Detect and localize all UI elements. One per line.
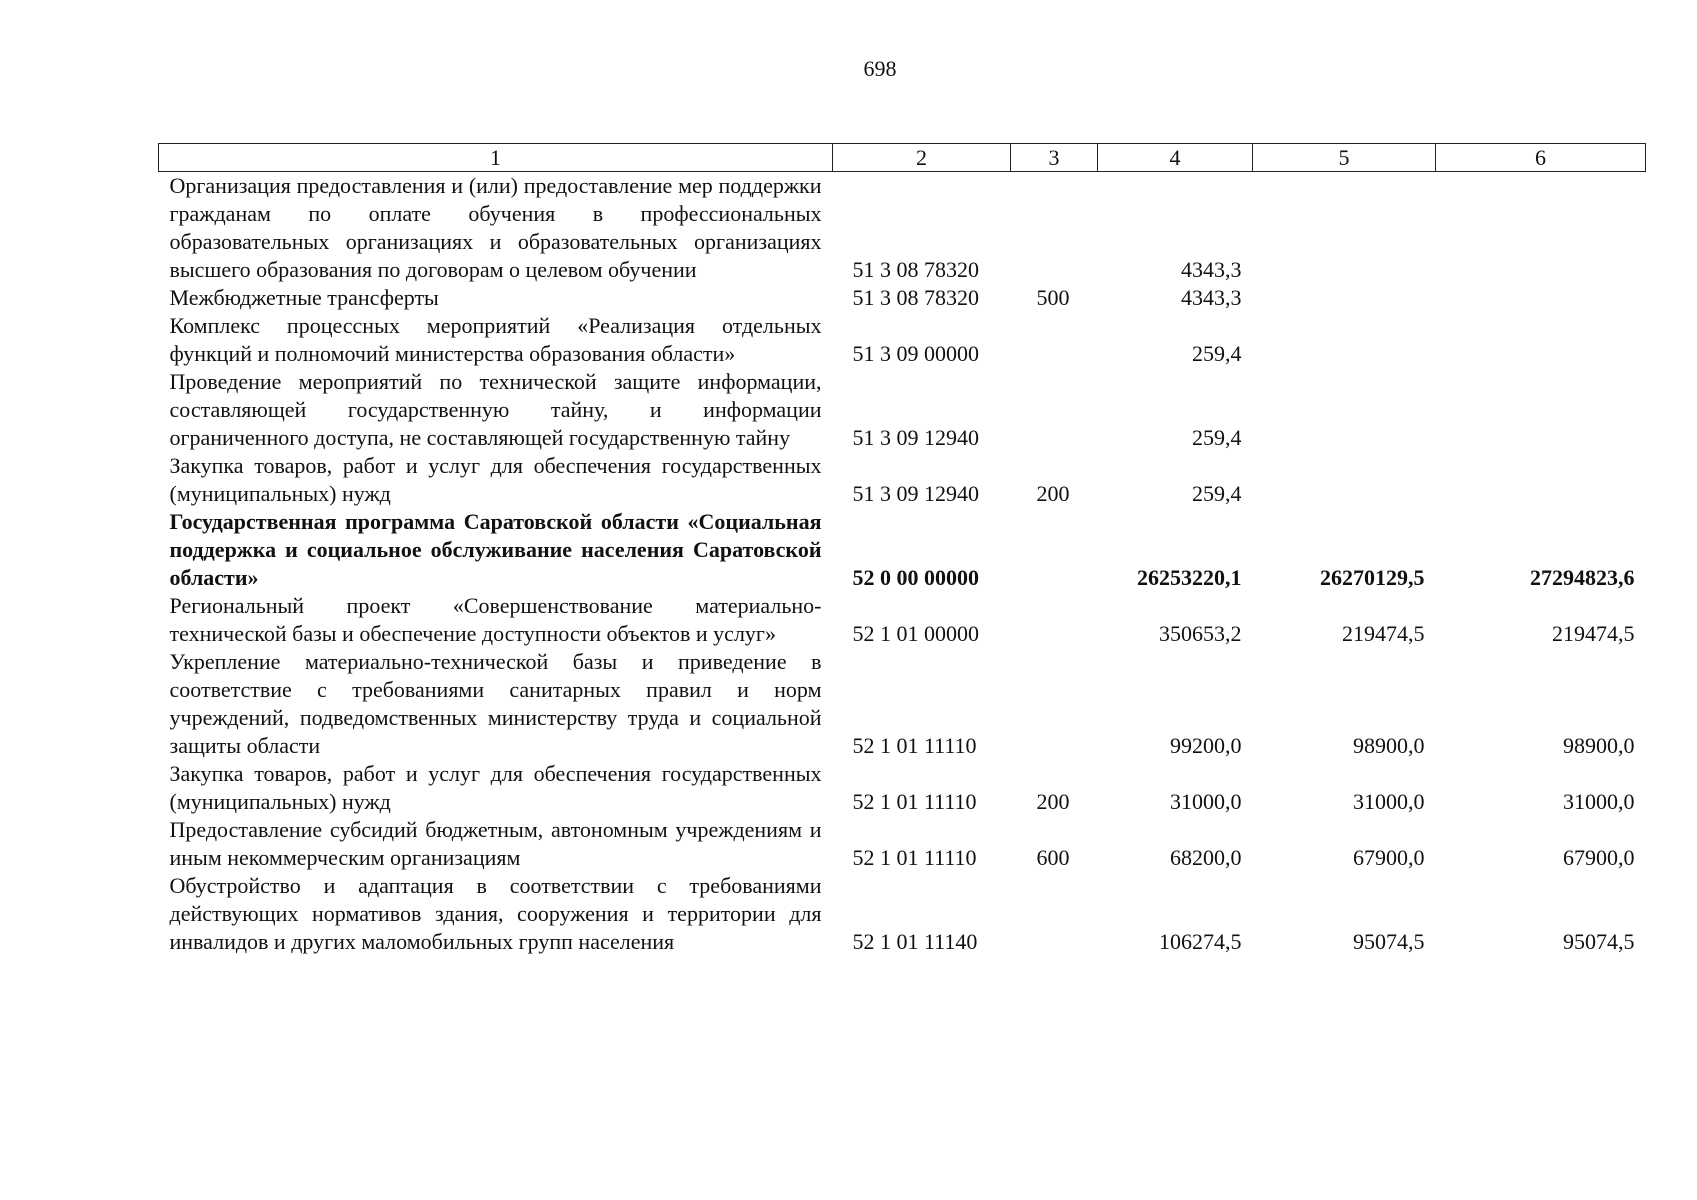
row-name: Комплекс процессных мероприятий «Реализация отдельных функций и полномочий министерства образования области» xyxy=(169,313,822,366)
budget-table xyxy=(158,143,1646,956)
row-value-col-6: 67900,0 xyxy=(1563,845,1635,870)
row-value-col-5: 31000,0 xyxy=(1353,789,1425,814)
row-value-col-5: 219474,5 xyxy=(1342,621,1425,646)
table-row xyxy=(159,760,1646,816)
header-col-6: 6 xyxy=(1436,144,1646,172)
row-value-col-6: 98900,0 xyxy=(1563,733,1635,758)
table-row xyxy=(159,172,1646,285)
row-value-col-6 xyxy=(1436,284,1646,312)
row-code: 52 1 01 11110 xyxy=(852,733,977,758)
row-name: Обустройство и адаптация в соответствии с требованиями действующих нормативов здания, сооружения и территории для инвалидов и других маломобильных групп населения xyxy=(169,873,822,954)
row-value-col-5: 95074,5 xyxy=(1353,929,1425,954)
row-code: 51 3 09 12940 xyxy=(852,425,979,450)
row-value-col-4: 350653,2 xyxy=(1159,621,1242,646)
row-name: Проведение мероприятий по технической защите информации, составляющей государственную тайну, и информации ограниченного доступа, не составляющей государственную тайну xyxy=(169,369,822,450)
row-code: 52 1 01 11110 xyxy=(852,845,977,870)
row-value-col-4: 106274,5 xyxy=(1159,929,1242,954)
row-name: Межбюджетные трансферты xyxy=(169,285,439,310)
row-code: 51 3 08 78320 xyxy=(852,257,979,282)
row-value-col-4: 259,4 xyxy=(1192,341,1242,366)
row-expense-type: 500 xyxy=(1036,285,1070,310)
table-row xyxy=(159,592,1646,648)
row-name: Укрепление материально-технической базы и приведение в соответствие с требованиями санитарных правил и норм учреждений, подведомственных министерству труда и социальной защиты области xyxy=(169,649,822,758)
row-value-col-5 xyxy=(1253,284,1436,312)
table-row xyxy=(159,648,1646,760)
table-row xyxy=(159,872,1646,956)
row-value-col-6: 31000,0 xyxy=(1563,789,1635,814)
row-expense-type: 600 xyxy=(1036,845,1070,870)
table-row xyxy=(159,284,1646,312)
row-name: Государственная программа Саратовской области «Социальная поддержка и социальное обслуживание населения Саратовской области» xyxy=(169,509,822,590)
row-code: 51 3 08 78320 xyxy=(852,285,979,310)
row-expense-type xyxy=(1011,172,1098,285)
row-value-col-6 xyxy=(1436,312,1646,368)
table-row xyxy=(159,508,1646,592)
table-row xyxy=(159,312,1646,368)
row-code: 52 1 01 11110 xyxy=(852,789,977,814)
row-value-col-6: 95074,5 xyxy=(1563,929,1635,954)
row-name: Закупка товаров, работ и услуг для обеспечения государственных (муниципальных) нужд xyxy=(169,761,822,814)
page-number: 698 xyxy=(863,56,897,81)
row-code: 52 1 01 00000 xyxy=(852,621,979,646)
row-name: Предоставление субсидий бюджетным, автономным учреждениям и иным некоммерческим организациям xyxy=(169,817,822,870)
row-value-col-5 xyxy=(1253,368,1436,452)
header-col-1: 1 xyxy=(159,144,833,172)
row-name: Закупка товаров, работ и услуг для обеспечения государственных (муниципальных) нужд xyxy=(169,453,822,506)
row-expense-type: 200 xyxy=(1036,789,1070,814)
header-col-2: 2 xyxy=(833,144,1011,172)
row-expense-type: 200 xyxy=(1036,481,1070,506)
row-code: 51 3 09 12940 xyxy=(852,481,979,506)
table-body xyxy=(159,172,1646,957)
row-value-col-5 xyxy=(1253,452,1436,508)
row-value-col-6 xyxy=(1436,368,1646,452)
row-expense-type xyxy=(1011,508,1098,592)
header-col-5: 5 xyxy=(1253,144,1436,172)
row-value-col-4: 4343,3 xyxy=(1181,257,1242,282)
row-expense-type xyxy=(1011,648,1098,760)
table-row xyxy=(159,816,1646,872)
row-code: 51 3 09 00000 xyxy=(852,341,979,366)
row-value-col-4: 68200,0 xyxy=(1170,845,1242,870)
row-expense-type xyxy=(1011,872,1098,956)
row-value-col-5 xyxy=(1253,172,1436,285)
header-col-4: 4 xyxy=(1098,144,1253,172)
row-expense-type xyxy=(1011,312,1098,368)
row-code: 52 1 01 11140 xyxy=(852,929,978,954)
row-value-col-5: 26270129,5 xyxy=(1320,565,1425,590)
row-value-col-6: 219474,5 xyxy=(1552,621,1635,646)
row-value-col-5: 98900,0 xyxy=(1353,733,1425,758)
table-row xyxy=(159,368,1646,452)
row-value-col-5: 67900,0 xyxy=(1353,845,1425,870)
row-value-col-4: 259,4 xyxy=(1192,481,1242,506)
row-value-col-4: 99200,0 xyxy=(1170,733,1242,758)
row-value-col-6: 27294823,6 xyxy=(1530,565,1635,590)
table-header-row xyxy=(159,144,1646,172)
row-expense-type xyxy=(1011,368,1098,452)
row-name: Региональный проект «Совершенствование материально-технической базы и обеспечение доступности объектов и услуг» xyxy=(169,593,822,646)
row-value-col-6 xyxy=(1436,172,1646,285)
row-name: Организация предоставления и (или) предоставление мер поддержки гражданам по оплате обучения в профессиональных образовательных организациях и образовательных организациях высшего образования по договорам о целевом обучении xyxy=(169,173,822,282)
budget-table-container xyxy=(158,143,1645,956)
row-code: 52 0 00 00000 xyxy=(852,565,979,590)
row-value-col-4: 4343,3 xyxy=(1181,285,1242,310)
header-col-3: 3 xyxy=(1011,144,1098,172)
row-value-col-4: 259,4 xyxy=(1192,425,1242,450)
row-value-col-6 xyxy=(1436,452,1646,508)
row-value-col-4: 26253220,1 xyxy=(1137,565,1242,590)
row-expense-type xyxy=(1011,592,1098,648)
row-value-col-4: 31000,0 xyxy=(1170,789,1242,814)
row-value-col-5 xyxy=(1253,312,1436,368)
table-row xyxy=(159,452,1646,508)
